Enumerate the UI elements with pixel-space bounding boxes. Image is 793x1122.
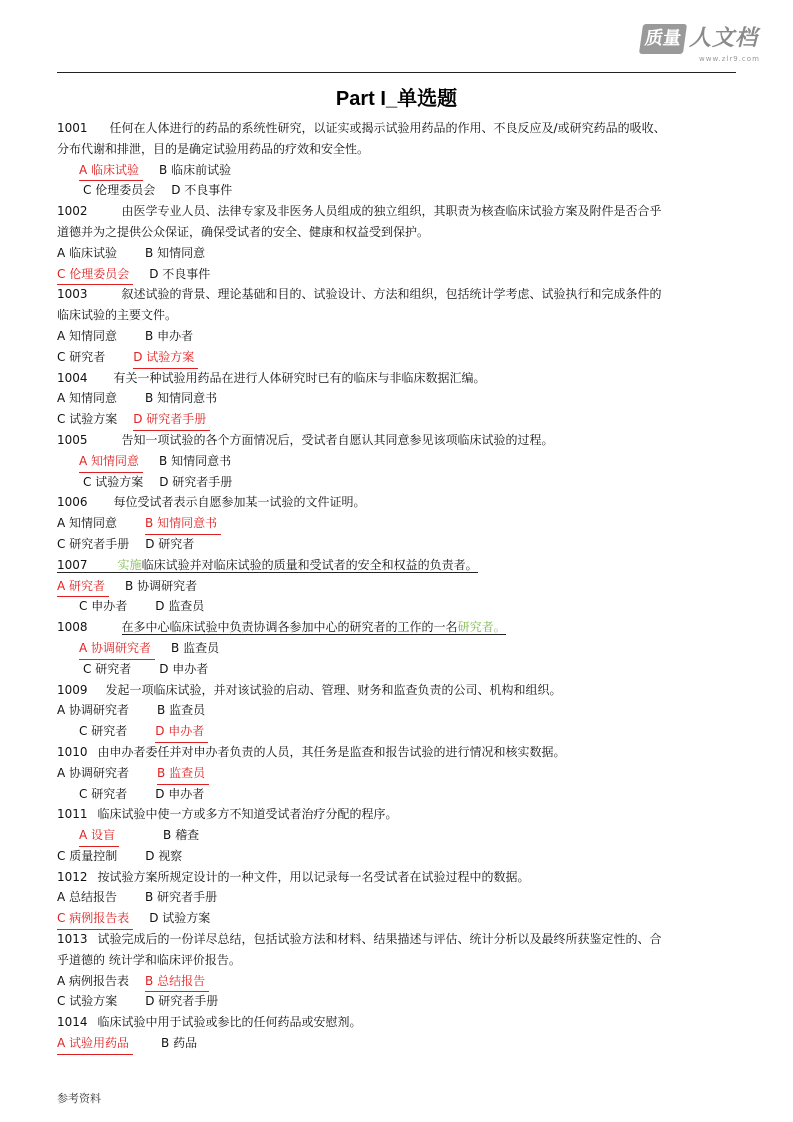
option: D 不良事件 [171, 183, 233, 198]
logo-url: www.zlr9.com [699, 55, 760, 63]
options-row [57, 784, 747, 805]
question-number: 1009 [57, 682, 88, 697]
options-row [57, 700, 747, 721]
option: D 研究者手册 [159, 474, 233, 489]
option: B 知情同意书 [145, 391, 218, 406]
options-row [57, 451, 747, 472]
options-row [57, 347, 747, 368]
question-1009 [57, 680, 747, 701]
option: A 总结报告 [57, 890, 118, 905]
option-answer: A 临床试验 [79, 160, 143, 182]
options-row [57, 596, 747, 617]
question-text: 在多中心临床试验中负责协调各参加中心的研究者的工作的一名 [121, 620, 458, 635]
question-text-cont: 道德并为之提供公众保证，确保受试者的安全、健康和权益受到保护。 [57, 224, 430, 239]
options-row [57, 180, 747, 201]
question-1002 [57, 201, 747, 222]
question-text: 临床试验中使一方或多方不知道受试者治疗分配的程序。 [97, 807, 398, 822]
question-number: 1014 [57, 1015, 88, 1030]
options-row [57, 971, 747, 992]
question-text-highlight: 实施 [117, 557, 142, 572]
question-text: 按试验方案所规定设计的一种文件，用以记录每一名受试者在试验过程中的数据。 [97, 869, 530, 884]
question-1014 [57, 1012, 747, 1033]
option: A 知情同意 [57, 328, 118, 343]
question-number: 1006 [57, 495, 88, 510]
option: B 监查员 [171, 640, 220, 655]
logo-badge: 质量 [639, 24, 687, 54]
page-title: Part I_单选题 [335, 88, 458, 110]
question-number: 1002 [57, 204, 88, 219]
options-row [57, 472, 747, 493]
option: C 研究者 [79, 786, 128, 801]
options-row [57, 721, 747, 742]
page-footer: 参考资料 [57, 1092, 101, 1105]
options-row [57, 825, 747, 846]
option-answer: A 研究者 [57, 576, 109, 598]
options-row [57, 243, 747, 264]
option: B 申办者 [145, 328, 194, 343]
option: D 试验方案 [149, 911, 211, 926]
question-text-highlight: 研究者。 [457, 620, 506, 635]
question-text: 临床试验中用于试验或参比的任何药品或安慰剂。 [97, 1015, 362, 1030]
question-1011 [57, 804, 747, 825]
options-row [57, 388, 747, 409]
question-1008 [57, 617, 747, 638]
question-1010 [57, 742, 747, 763]
option: D 监查员 [155, 599, 205, 614]
options-row [57, 763, 747, 784]
question-text: 每位受试者表示自愿参加某一试验的文件证明。 [113, 495, 366, 510]
header-rule [57, 72, 736, 73]
options-row [57, 1033, 747, 1054]
option: C 研究者 [79, 724, 128, 739]
options-row [57, 409, 747, 430]
question-text: 临床试验并对临床试验的质量和受试者的安全和权益的负责者。 [141, 557, 478, 572]
option: B 研究者手册 [145, 890, 218, 905]
option: A 病例报告表 [57, 973, 130, 988]
question-number: 1008 [57, 620, 88, 635]
option: B 临床前试验 [159, 162, 232, 177]
watermark-logo [641, 18, 781, 68]
options-row [57, 160, 747, 181]
option-answer: C 病例报告表 [57, 908, 133, 930]
question-number: 1001 [57, 121, 88, 135]
option: A 知情同意 [57, 516, 118, 531]
question-text: 有关一种试验用药品在进行人体研究时已有的临床与非临床数据汇编。 [113, 370, 486, 385]
question-number: 1013 [57, 932, 88, 947]
question-list [57, 118, 747, 1054]
option: D 申办者 [159, 661, 209, 676]
option-answer: B 知情同意书 [145, 513, 221, 535]
question-1012 [57, 867, 747, 888]
option: C 申办者 [79, 599, 128, 614]
option: D 不良事件 [149, 266, 211, 281]
option-answer: D 研究者手册 [133, 409, 210, 431]
question-text: 试验完成后的一份详尽总结，包括试验方法和材料、结果描述与评估、统计分析以及最终所获鉴定性的、合 [97, 932, 662, 947]
option: B 知情同意书 [159, 453, 232, 468]
options-row [57, 264, 747, 285]
question-number: 1007 [57, 557, 88, 572]
option-answer: D 试验方案 [133, 347, 198, 369]
question-1004 [57, 368, 747, 389]
option: B 稽查 [163, 828, 200, 843]
option: C 试验方案 [83, 474, 144, 489]
options-row [57, 534, 747, 555]
question-text: 由申办者委任并对申办者负责的人员，其任务是监查和报告试验的进行情况和核实数据。 [97, 744, 566, 759]
options-row [57, 326, 747, 347]
option-answer: A 协调研究者 [79, 638, 155, 660]
option: D 视察 [145, 848, 183, 863]
option: C 研究者 [83, 661, 132, 676]
question-1007 [57, 555, 747, 576]
question-text-cont: 分布代谢和排泄，目的是确定试验用药品的疗效和安全性。 [57, 141, 370, 156]
option: B 协调研究者 [125, 578, 198, 593]
logo-text: 人文档 [689, 26, 759, 51]
option: B 监查员 [157, 703, 206, 718]
options-row [57, 991, 747, 1012]
question-number: 1004 [57, 370, 88, 385]
option: A 知情同意 [57, 391, 118, 406]
option: A 协调研究者 [57, 765, 130, 780]
option-answer: D 申办者 [155, 721, 208, 743]
option: C 伦理委员会 [83, 183, 156, 198]
question-number: 1010 [57, 744, 88, 759]
option-answer: A 试验用药品 [57, 1033, 133, 1055]
option-answer: A 设盲 [79, 825, 119, 847]
option: D 研究者 [145, 536, 195, 551]
option-answer: B 监查员 [157, 763, 209, 785]
option: A 临床试验 [57, 245, 118, 260]
question-1003 [57, 284, 747, 305]
option: C 研究者 [57, 349, 106, 364]
question-1001 [57, 118, 747, 139]
question-text: 叙述试验的背景、理论基础和目的、试验设计、方法和组织，包括统计学考虑、试验执行和完成条件的 [121, 287, 662, 302]
option: C 试验方案 [57, 412, 118, 427]
options-row [57, 576, 747, 597]
option: D 申办者 [155, 786, 205, 801]
question-text: 由医学专业人员、法律专家及非医务人员组成的独立组织，其职责为核查临床试验方案及附件是否合乎 [121, 204, 662, 219]
option: B 药品 [161, 1036, 198, 1051]
question-text: 任何在人体进行的药品的系统性研究，以证实或揭示试验用药品的作用、不良反应及/或研究药品的吸收、 [109, 121, 666, 135]
question-text: 告知一项试验的各个方面情况后，受试者自愿认其同意参见该项临床试验的过程。 [121, 432, 554, 447]
question-1013 [57, 929, 747, 950]
option: C 质量控制 [57, 848, 118, 863]
question-1006 [57, 492, 747, 513]
options-row [57, 638, 747, 659]
options-row [57, 659, 747, 680]
option: B 知情同意 [145, 245, 206, 260]
question-number: 1003 [57, 287, 88, 302]
options-row [57, 513, 747, 534]
option: C 试验方案 [57, 994, 118, 1009]
option: A 协调研究者 [57, 703, 130, 718]
option-answer: A 知情同意 [79, 451, 143, 473]
question-text: 发起一项临床试验，并对该试验的启动、管理、财务和监查负责的公司、机构和组织。 [105, 682, 562, 697]
question-text-cont: 临床试验的主要文件。 [57, 308, 178, 323]
question-text-cont: 乎道德的 统计学和临床评价报告。 [57, 952, 241, 967]
question-number: 1005 [57, 432, 88, 447]
options-row [57, 887, 747, 908]
option: C 研究者手册 [57, 536, 130, 551]
options-row [57, 846, 747, 867]
option-answer: C 伦理委员会 [57, 264, 133, 286]
question-number: 1011 [57, 807, 88, 822]
question-number: 1012 [57, 869, 88, 884]
options-row [57, 908, 747, 929]
question-1005 [57, 430, 747, 451]
option-answer: B 总结报告 [145, 971, 209, 993]
option: D 研究者手册 [145, 994, 219, 1009]
